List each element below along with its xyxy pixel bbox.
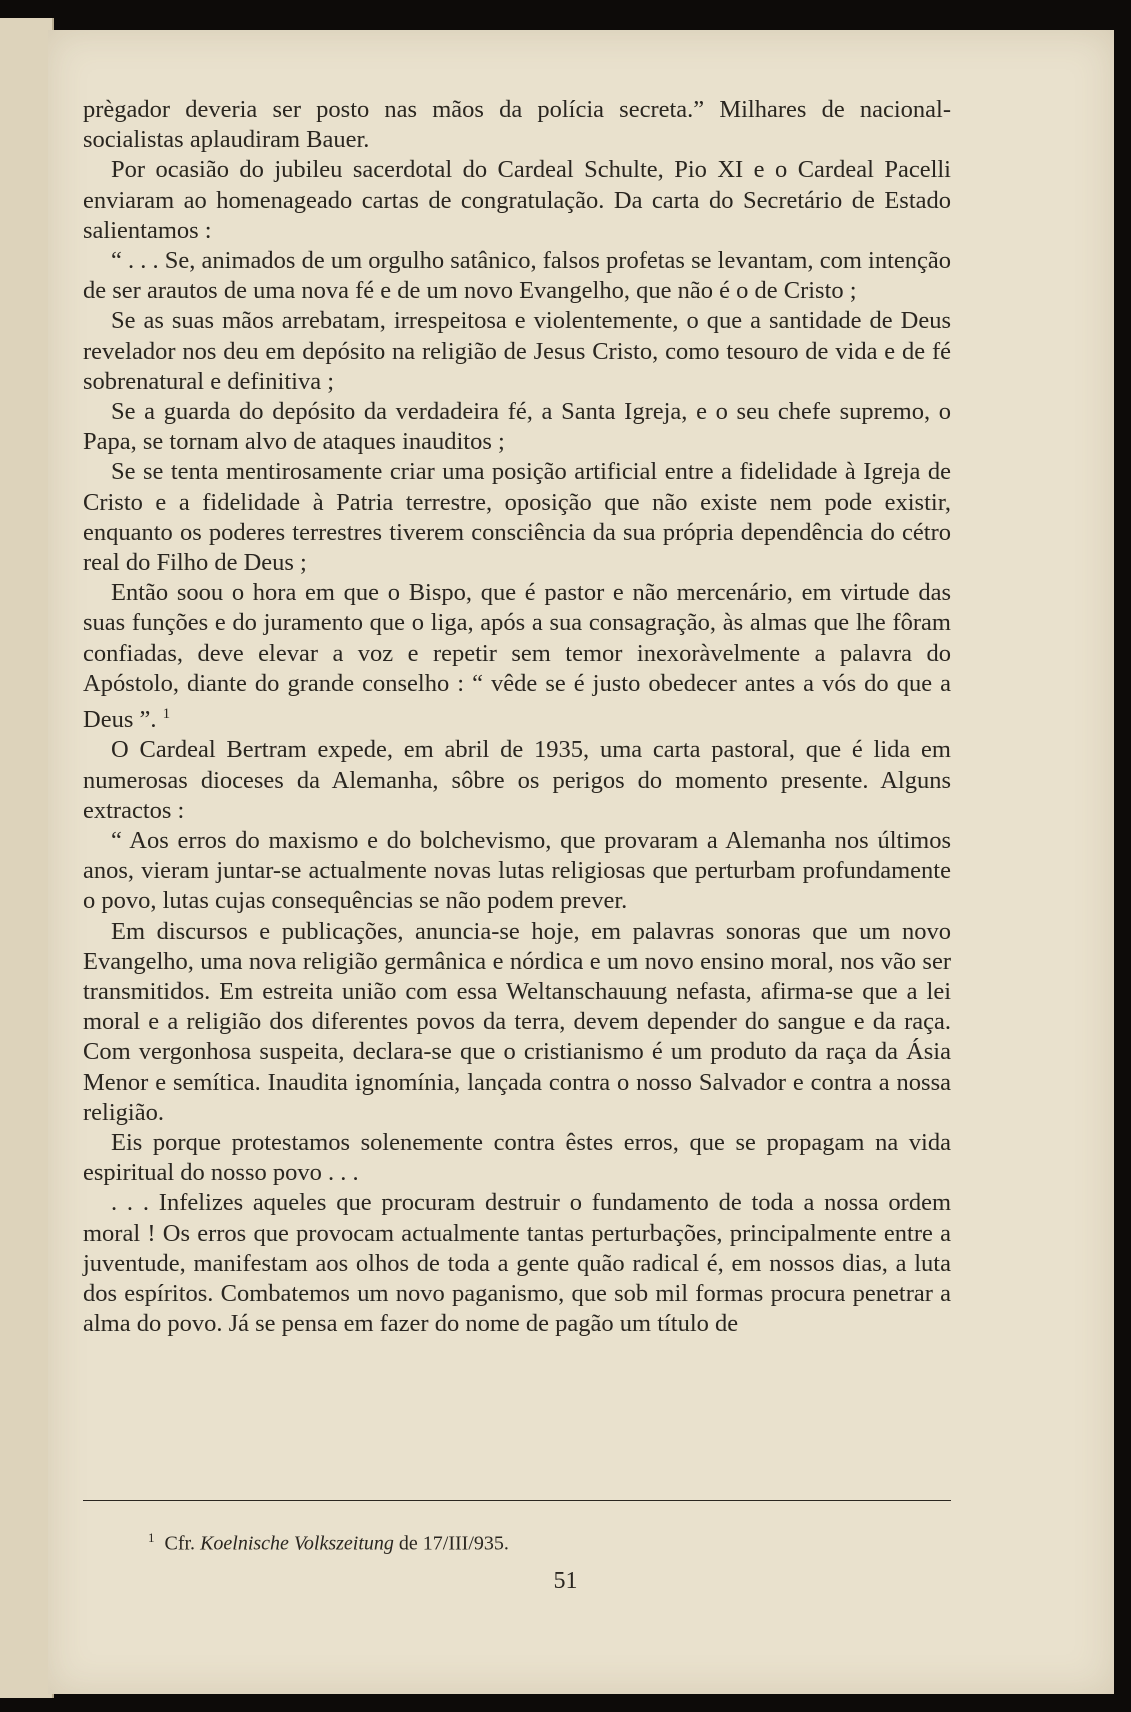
paragraph: “ . . . Se, animados de um orgulho satânico, falsos profetas se levantam, com intenção de ser arautos de uma nova fé e de um novo Evangelho, que não é o de Cristo ; [83, 247, 951, 305]
footnote-reference: 1 [162, 706, 171, 723]
paragraph: “ Aos erros do maxismo e do bolchevismo, que provaram a Alemanha nos últimos anos, vieram juntar-se actualmente novas lutas religiosas que perturbam profundamente o povo, lutas cujas consequências se não podem prever. [83, 827, 951, 915]
footnote-prefix: Cfr. [164, 1532, 196, 1555]
paragraph-with-footnote [83, 578, 951, 735]
footnote-mark: 1 [148, 1530, 155, 1545]
body-text [83, 95, 951, 1339]
footnote-divider [83, 1500, 951, 1501]
paragraph: Por ocasião do jubileu sacerdotal do Cardeal Schulte, Pio XI e o Cardeal Pacelli enviaram ao homenageado cartas de congratulação. Da carta do Secretário de Estado salientamos : [83, 156, 951, 244]
footnote [148, 1530, 509, 1556]
paragraph: Eis porque protestamos solenemente contra êstes erros, que se propagam na vida espiritual do nosso povo . . . [83, 1129, 951, 1187]
page-edge [0, 18, 54, 1698]
paragraph: Se se tenta mentirosamente criar uma posição artificial entre a fidelidade à Igreja de Cristo e a fidelidade à Patria terrestre, oposição que não existe nem pode existir, enquanto os poderes terrestres tiverem consciência da sua própria dependência do cétro real do Filho de Deus ; [83, 458, 951, 577]
paragraph: Se a guarda do depósito da verdadeira fé, a Santa Igreja, e o seu chefe supremo, o Papa, se tornam alvo de ataques inauditos ; [83, 398, 951, 456]
paragraph: O Cardeal Bertram expede, em abril de 1935, uma carta pastoral, que é lida em numerosas dioceses da Alemanha, sôbre os perigos do momento presente. Alguns extractos : [83, 736, 951, 824]
paragraph-text: Então soou o hora em que o Bispo, que é pastor e não mercenário, em virtude das suas funções e do juramento que o liga, após a sua consagração, às almas que lhe fôram confiadas, deve elevar a voz e repetir sem temor inexoràvelmente a palavra do Apóstolo, diante do grande conselho : “ vêde se é justo obedecer antes a vós do que a Deus ”. [83, 579, 951, 734]
paragraph: Em discursos e publicações, anuncia-se hoje, em palavras sonoras que um novo Evangelho, uma nova religião germânica e nórdica e um novo ensino moral, nos vão ser transmitidos. Em estreita união com essa Weltanschauung nefasta, afirma-se que a lei moral e a religião dos diferentes povos da terra, devem depender do sangue e da raça. Com vergonhosa suspeita, declara-se que o cristianismo é um produto da raça da Ásia Menor e semítica. Inaudita ignomínia, lançada contra o nosso Salvador e contra a nossa religião. [83, 917, 951, 1126]
footnote-suffix: de 17/III/935. [398, 1532, 509, 1555]
page-number: 51 [553, 1568, 578, 1594]
paragraph: . . . Infelizes aqueles que procuram destruir o fundamento de toda a nossa ordem moral ! Os erros que provocam actualmente tantas perturbações, principalmente entre a juventude, manifestam aos olhos de toda a gente quão radical é, em nossos dias, a luta dos espíritos. Combatemos um novo paganismo, que sob mil formas procura penetrar a alma do povo. Já se pensa em fazer do nome de pagão um título de [83, 1189, 951, 1338]
footnote-source: Koelnische Volkszeitung [200, 1532, 394, 1555]
paragraph: Se as suas mãos arrebatam, irrespeitosa e violentemente, o que a santidade de Deus revelador nos deu em depósito na religião de Jesus Cristo, como tesouro de vida e de fé sobrenatural e definitiva ; [83, 307, 951, 395]
paragraph: prègador deveria ser posto nas mãos da polícia secreta.” Milhares de nacional-socialistas aplaudiram Bauer. [83, 96, 951, 154]
